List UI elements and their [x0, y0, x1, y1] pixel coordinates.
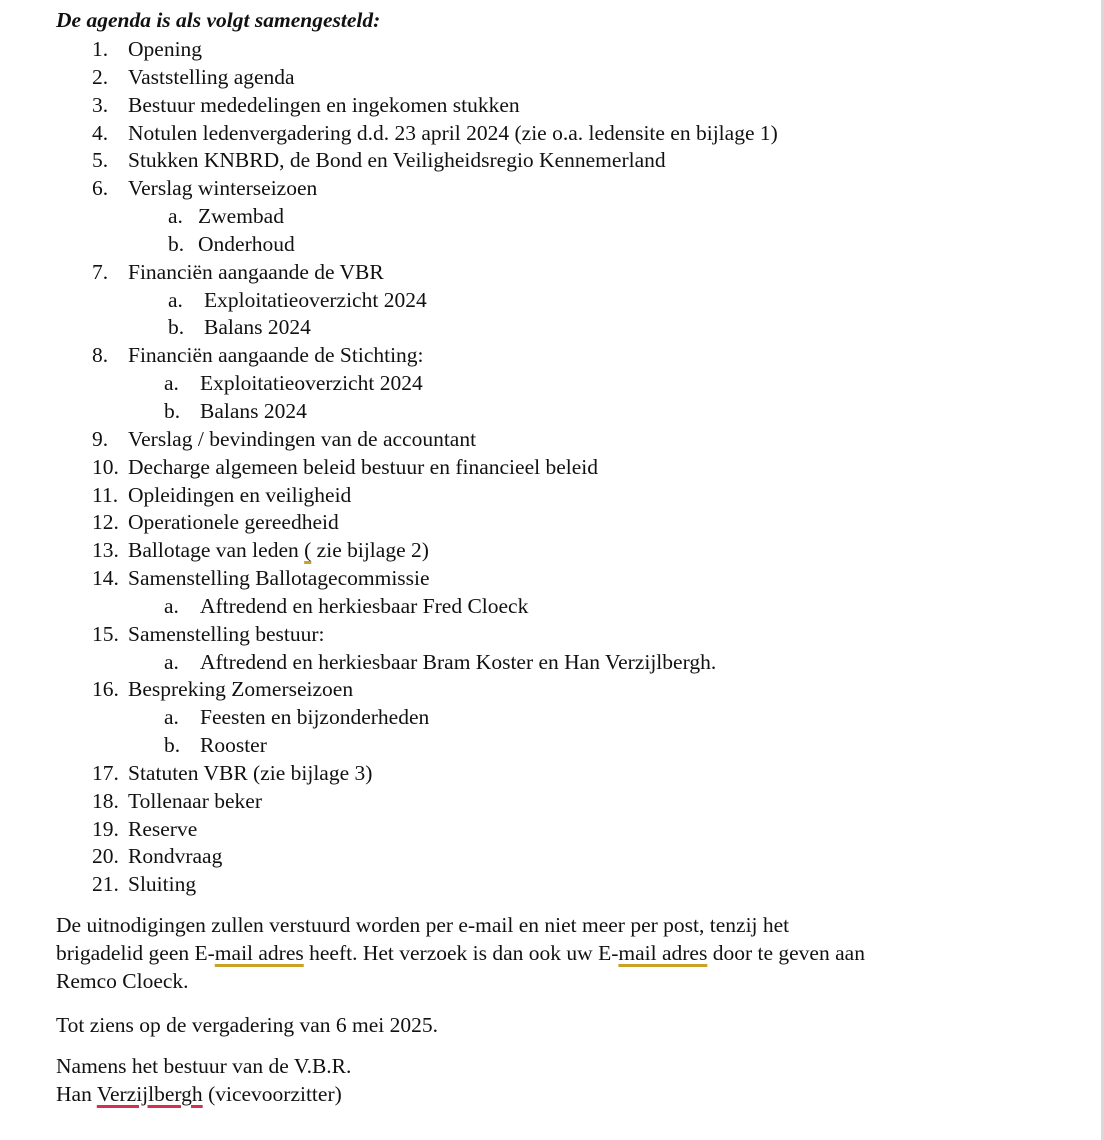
agenda-subitem	[0, 593, 1100, 621]
agenda-item-text: Statuten VBR (zie bijlage 3)	[128, 760, 373, 785]
agenda-subitem-text: Zwembad	[198, 204, 284, 229]
agenda-item-text: Verslag / bevindingen van de accountant	[128, 426, 477, 451]
agenda-item-text: Samenstelling bestuur:	[128, 621, 325, 646]
agenda-subitem-letter: b.	[164, 733, 181, 758]
agenda-item-text-part: zie bijlage 2)	[311, 538, 429, 563]
agenda-item-number: 1.	[92, 37, 109, 61]
agenda-item-text: Rondvraag	[128, 844, 223, 869]
agenda-item-text: Financiën aangaande de VBR	[128, 259, 384, 284]
agenda-item-number: 17.	[92, 760, 119, 785]
agenda-item-number: 15.	[92, 621, 119, 646]
paragraph-line: De uitnodigingen zullen verstuurd worden per e-mail en niet meer per post, tenzij het	[56, 913, 790, 937]
agenda-item-number: 3.	[92, 92, 109, 117]
agenda-item-number: 18.	[92, 788, 119, 813]
agenda-subitem-text: Aftredend en herkiesbaar Bram Koster en Han Verzijlbergh.	[200, 649, 717, 674]
agenda-subitem-letter: b.	[164, 398, 181, 423]
agenda-item	[0, 426, 1100, 454]
agenda-item	[0, 36, 1100, 64]
paragraph-line	[56, 939, 865, 967]
agenda-subitem-letter: a.	[168, 204, 183, 229]
agenda-item-text: Financiën aangaande de Stichting:	[128, 343, 424, 368]
agenda-subitem-text: Exploitatieoverzicht 2024	[200, 371, 423, 396]
agenda-item	[0, 760, 1100, 788]
agenda-item	[0, 788, 1100, 816]
agenda-subitem	[0, 732, 1100, 760]
agenda-item-text: Samenstelling Ballotagecommissie	[128, 566, 430, 591]
signature-line: Namens het bestuur van de V.B.R.	[56, 1054, 352, 1078]
agenda-item-text: Reserve	[128, 816, 198, 841]
agenda-item-number: 2.	[92, 64, 109, 89]
text-run: Han	[56, 1082, 97, 1106]
agenda-item-text: Verslag winterseizoen	[128, 176, 318, 201]
agenda-subitem-letter: a.	[164, 705, 179, 730]
agenda-item	[0, 342, 1100, 370]
agenda-item-number: 11.	[92, 482, 119, 507]
agenda-item-number: 5.	[92, 148, 109, 173]
signature-line	[56, 1080, 351, 1108]
agenda-item-text: Bespreking Zomerseizoen	[128, 677, 354, 702]
agenda-item-text: Opening	[128, 37, 203, 61]
agenda-subitem-text: Balans 2024	[200, 398, 307, 423]
agenda-item	[0, 621, 1100, 649]
spelling-flag[interactable]: Verzijlbergh	[96, 1082, 203, 1106]
agenda-subitem-text: Aftredend en herkiesbaar Fred Cloeck	[200, 593, 529, 618]
agenda-subitem-letter: a.	[164, 371, 179, 396]
agenda-item-number: 9.	[92, 426, 109, 451]
agenda-subitem	[0, 287, 1100, 315]
agenda-item-number: 16.	[92, 677, 119, 702]
signature-block	[56, 1052, 351, 1108]
agenda-item	[0, 259, 1100, 287]
agenda-subitem-letter: b.	[168, 231, 185, 256]
agenda-item	[0, 509, 1100, 537]
agenda-item-number: 20.	[92, 844, 119, 869]
agenda-subitem-letter: a.	[164, 593, 179, 618]
agenda-subitem	[0, 398, 1100, 426]
agenda-item-text: Stukken KNBRD, de Bond en Veiligheidsregio Kennemerland	[128, 148, 666, 173]
grammar-flag[interactable]: (	[304, 538, 312, 563]
agenda-item-number: 12.	[92, 510, 119, 535]
agenda-subitem-text: Onderhoud	[198, 231, 295, 256]
grammar-flag[interactable]: mail adres	[214, 941, 304, 965]
agenda-subitem	[0, 231, 1100, 259]
agenda-item	[0, 175, 1100, 203]
agenda-item-text: Sluiting	[128, 872, 197, 897]
agenda-item-text: Bestuur mededelingen en ingekomen stukken	[128, 92, 520, 117]
agenda-item	[0, 676, 1100, 704]
text-run: heeft. Het verzoek is dan ook uw E-	[303, 941, 619, 965]
invitation-paragraph	[56, 911, 865, 995]
agenda-subitem-text: Balans 2024	[204, 315, 311, 340]
grammar-flag[interactable]: mail adres	[618, 941, 708, 965]
agenda-subitem	[0, 649, 1100, 677]
text-run: brigadelid geen E-	[56, 941, 215, 965]
agenda-subitem-text: Exploitatieoverzicht 2024	[204, 287, 427, 312]
agenda-item-text-part: Ballotage van leden	[128, 538, 305, 563]
agenda-item-number: 6.	[92, 176, 109, 201]
agenda-item	[0, 537, 1100, 565]
agenda-item	[0, 816, 1100, 844]
agenda-subitem	[0, 370, 1100, 398]
agenda-item	[0, 565, 1100, 593]
agenda-item-text: Decharge algemeen beleid bestuur en financieel beleid	[128, 454, 598, 479]
agenda-item-number: 19.	[92, 816, 119, 841]
agenda-item	[0, 147, 1100, 175]
agenda-subitem-letter: a.	[164, 649, 179, 674]
agenda-item-text	[128, 537, 429, 565]
agenda-subitem-letter: b.	[168, 315, 185, 340]
agenda-item-number: 14.	[92, 566, 119, 591]
agenda-item-number: 10.	[92, 454, 119, 479]
agenda-item-number: 7.	[92, 259, 109, 284]
agenda-item	[0, 92, 1100, 120]
agenda-subitem-text: Rooster	[200, 733, 267, 758]
agenda-item	[0, 871, 1100, 899]
agenda-item-number: 4.	[92, 120, 109, 145]
agenda-item	[0, 64, 1100, 92]
text-run: (vicevoorzitter)	[202, 1082, 342, 1106]
agenda-heading: De agenda is als volgt samengesteld:	[56, 8, 381, 32]
paragraph-line: Remco Cloeck.	[56, 969, 189, 993]
agenda-item	[0, 843, 1100, 871]
agenda-item-text: Operationele gereedheid	[128, 510, 339, 535]
agenda-subitem	[0, 704, 1100, 732]
agenda-item	[0, 454, 1100, 482]
agenda-item-number: 21.	[92, 872, 119, 897]
agenda-subitem-text: Feesten en bijzonderheden	[200, 705, 430, 730]
agenda-item-text: Vaststelling agenda	[128, 64, 295, 89]
agenda-item	[0, 482, 1100, 510]
closing-line: Tot ziens op de vergadering van 6 mei 2025.	[56, 1013, 439, 1037]
agenda-item	[0, 120, 1100, 148]
agenda-item-number: 13.	[92, 538, 119, 563]
agenda-item-text: Notulen ledenvergadering d.d. 23 april 2024 (zie o.a. ledensite en bijlage 1)	[128, 120, 778, 145]
agenda-item-text: Opleidingen en veiligheid	[128, 482, 352, 507]
agenda-item-text: Tollenaar beker	[128, 788, 262, 813]
text-run: door te geven aan	[707, 941, 865, 965]
agenda-subitem	[0, 314, 1100, 342]
agenda-subitem	[0, 203, 1100, 231]
agenda-subitem-letter: a.	[168, 287, 183, 312]
agenda-item-number: 8.	[92, 343, 109, 368]
agenda-list	[0, 36, 1100, 899]
